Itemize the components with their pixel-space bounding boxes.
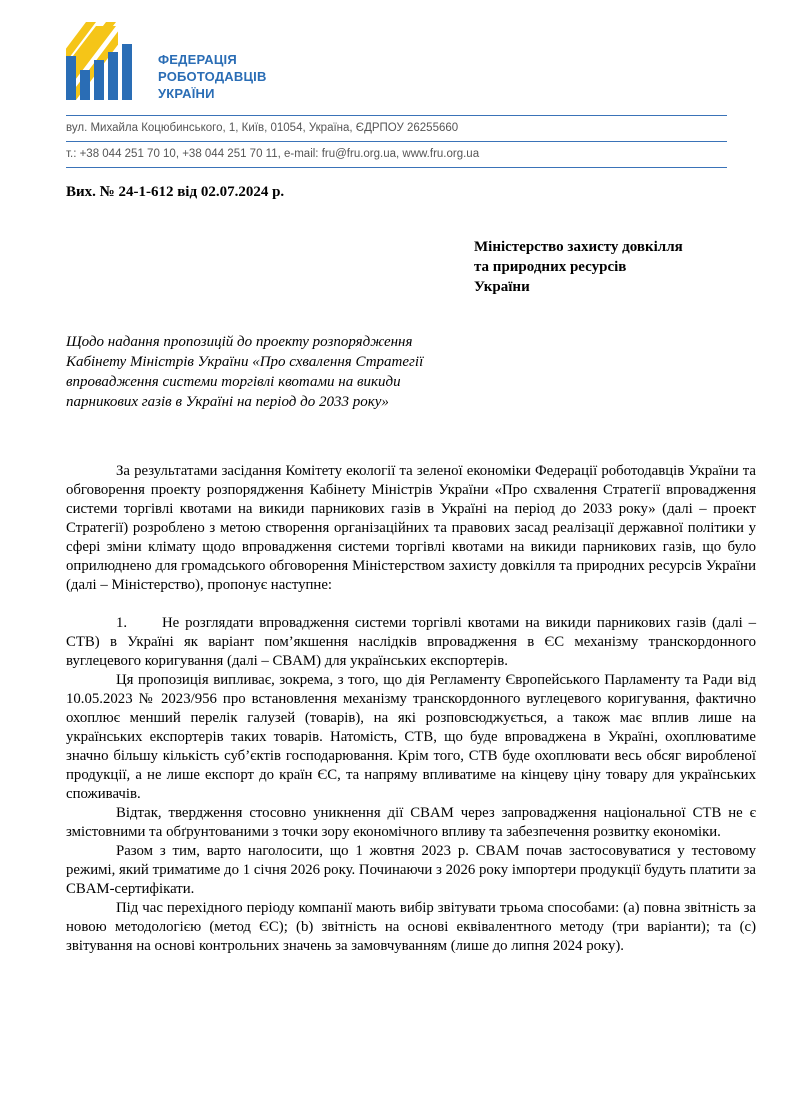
subject-line: Кабінету Міністрів України «Про схвалення Стратегії xyxy=(66,354,424,370)
body-paragraph: Разом з тим, варто наголосити, що 1 жовтня 2023 р. CBAM почав застосовуватися у тестовому режимі, який триматиме до 1 січня 2026 року. Починаючи з 2026 року імпортери продукції будуть платити за CBAM-сертифікати. xyxy=(66,843,756,897)
letter-body xyxy=(66,462,756,956)
contacts-line: т.: +38 044 251 70 10, +38 044 251 70 11, e-mail: fru@fru.org.ua, www.fru.org.ua xyxy=(66,148,480,160)
recipient-line: та природних ресурсів xyxy=(474,259,627,275)
address-line: вул. Михайла Коцюбинського, 1, Київ, 01054, Україна, ЄДРПОУ 26255660 xyxy=(66,122,459,134)
header-rule xyxy=(66,141,727,142)
org-name-line: РОБОТОДАВЦІВ xyxy=(158,69,267,84)
recipient-line: Міністерство захисту довкілля xyxy=(474,239,683,255)
header-rule xyxy=(66,115,727,116)
body-paragraph: Ця пропозиція випливає, зокрема, з того, що дія Регламенту Європейського Парламенту та Ради від 10.05.2023 № 2023/956 про встановлення механізму транскордонного вуглецевого коригування, фактично охоплює менший перелік галузей (товарів), на які розповсюджується, а також має вплив лише на українських експортерів таких товарів. Натомість, СТВ, що буде впроваджена в Україні, охоплюватиме значно більшу кількість суб’єктів господарювання. Крім того, СТВ буде охоплювати весь обсяг виробленої продукції, а не лише експорт до країн ЄС, та напряму впливатиме на кінцеву ціну товару для українських споживачів. xyxy=(66,672,756,802)
recipient-block xyxy=(474,237,683,297)
org-name xyxy=(158,51,267,102)
item-text: Не розглядати впровадження системи торгівлі квотами на викиди парникових газів (далі – СТВ) в Україні як варіант пом’якшення наслідків впровадження в ЄС механізму транскордонного вуглецевого коригування (далі – CBAM) для українських експортерів. xyxy=(66,615,756,669)
body-paragraph: Відтак, твердження стосовно уникнення дії CBAM через запровадження національної СТВ не є змістовними та обґрунтованими з точки зору економічного впливу та забезпечення розвитку економіки. xyxy=(66,805,756,840)
subject-line: парникових газів в Україні на період до 2033 року» xyxy=(66,394,389,410)
recipient-line: України xyxy=(474,279,530,295)
header-rule xyxy=(66,167,727,168)
subject-line: Щодо надання пропозицій до проекту розпорядження xyxy=(66,334,413,350)
outgoing-number: Вих. № 24-1-612 від 02.07.2024 р. xyxy=(66,184,285,200)
intro-paragraph: За результатами засідання Комітету екології та зеленої економіки Федерації роботодавців України та обговорення проекту розпорядження Кабінету Міністрів України «Про схвалення Стратегії впровадження системи торгівлі квотами на викиди парникових газів в Україні на період до 2033 року» (далі – проект Стратегії) розроблено з метою створення організаційних та правових засад реалізації державної політики у сфері зміни клімату щодо впровадження системи торгівлі квотами на викиди парникових газів, що було оприлюднено для громадського обговорення Міністерством захисту довкілля та природних ресурсів України (далі – Міністерство), пропонує наступне: xyxy=(66,463,756,593)
proposal-item-1 xyxy=(66,614,756,671)
item-number: 1. xyxy=(116,615,128,631)
subject-line: впровадження системи торгівлі квотами на викиди xyxy=(66,374,401,390)
body-paragraph: Під час перехідного періоду компанії мають вибір звітувати трьома способами: (а) повна звітність за новою методологією (метод ЄС); (b) звітність на основі еквівалентного методу (три варіанти); та (c) звітування на основі контрольних значень за замовчуванням (лише до липня 2024 року). xyxy=(66,900,756,954)
fru-logo xyxy=(66,22,150,100)
subject-block xyxy=(66,332,423,412)
org-name-line: ФЕДЕРАЦІЯ xyxy=(158,52,237,67)
org-name-line: УКРАЇНИ xyxy=(158,86,215,101)
